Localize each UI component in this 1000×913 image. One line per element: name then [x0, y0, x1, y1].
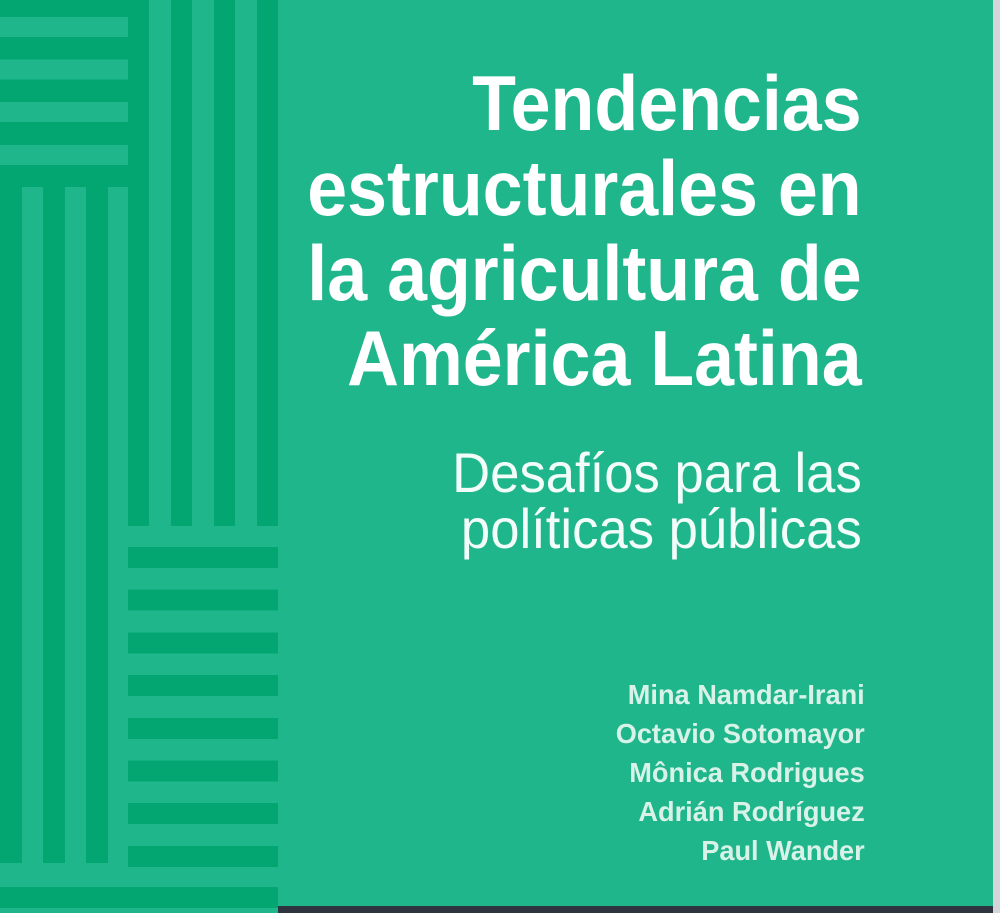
author-name: Adrián Rodríguez [638, 796, 865, 827]
author-name: Mina Namdar-Irani [628, 679, 865, 710]
cover-title-line: América Latina [347, 314, 862, 402]
cover-subtitle [452, 441, 862, 560]
page-edge-strip [993, 0, 1000, 913]
cover-title-line: estructurales en [307, 144, 862, 232]
stripe-block-horizontal-top [0, 0, 128, 187]
author-name: Mônica Rodrigues [629, 757, 865, 788]
stripe-block-vertical-middle [128, 0, 278, 526]
author-name: Octavio Sotomayor [615, 718, 865, 749]
bottom-green-bar [0, 887, 278, 908]
cover-title-line: la agricultura de [307, 229, 862, 317]
author-name: Paul Wander [701, 835, 865, 866]
stripe-block-vertical-left [0, 187, 128, 863]
cover-title [308, 61, 862, 401]
cover-subtitle-line: políticas públicas [461, 497, 862, 560]
cover-subtitle-line: Desafíos para las [452, 441, 862, 504]
footer-dark-bar [278, 906, 993, 913]
author-list [616, 675, 865, 870]
stripe-block-horizontal-bottom [128, 547, 278, 867]
cover-title-line: Tendencias [472, 59, 862, 147]
